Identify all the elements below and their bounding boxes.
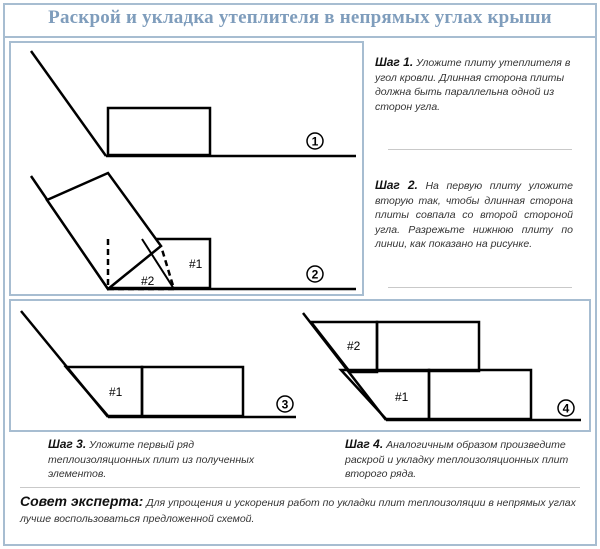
step-1-heading: Шаг 1. xyxy=(375,55,414,69)
advice-divider xyxy=(20,487,580,488)
expert-advice xyxy=(20,493,585,527)
step-number-1: 1 xyxy=(311,134,319,149)
step-4-heading: Шаг 4. xyxy=(345,437,384,451)
plate-label-1-step-3: #1 xyxy=(109,385,123,399)
step-1-description xyxy=(375,55,585,114)
step-number-badge-3 xyxy=(277,396,293,412)
step-number-badge-2 xyxy=(307,266,323,282)
row-2-full-plate xyxy=(377,322,479,371)
page-title: Раскрой и укладка утеплителя в непрямых углах крыши xyxy=(48,7,552,28)
expert-advice-heading: Совет эксперта: xyxy=(20,493,144,509)
diagram-panel-steps-1-2 xyxy=(9,41,364,296)
step-2-heading: Шаг 2. xyxy=(375,178,418,192)
diagram-step-4 xyxy=(303,313,581,420)
diagram-panel-steps-3-4 xyxy=(9,299,591,432)
diagram-steps-1-2 xyxy=(11,43,366,298)
step-3-heading: Шаг 3. xyxy=(48,437,87,451)
plate-label-2-step-4: #2 xyxy=(347,339,361,353)
step-number-2: 2 xyxy=(311,267,319,282)
plate-label-2-step-2: #2 xyxy=(141,274,155,288)
plate-1-cut-piece xyxy=(66,367,142,416)
step-divider-2 xyxy=(388,287,572,288)
step-number-badge-4 xyxy=(558,400,574,416)
diagram-steps-3-4 xyxy=(11,301,593,434)
row-2-cut-piece xyxy=(311,322,377,372)
step-4-text: Аналогичным образом произведите раскрой и укладку теплоизоляционных плит второго ряда. xyxy=(345,439,569,480)
step-3-text: Уложите первый ряд теплоизоляционных плит из полученных элементов. xyxy=(48,439,255,480)
step-3-description xyxy=(48,437,298,482)
plate-label-1-step-2: #1 xyxy=(189,257,203,271)
step-2-description xyxy=(375,178,573,252)
step-4-description xyxy=(345,437,575,482)
step-2-text: На первую плиту уложите вторую так, чтобы длинная сторона плиты совпала со второй стороной угла. Разрежьте нижнюю плиту по линии, как показано на рисунке. xyxy=(375,180,573,250)
row-1-full-plate xyxy=(429,370,531,419)
title-divider xyxy=(3,36,597,38)
plate-2-full-step-3 xyxy=(142,367,243,416)
step-number-badge-1 xyxy=(307,133,323,149)
step-1-text: Уложите плиту утеплителя в угол кровли. Длинная сторона плиты должна быть параллельна одной из сторон угла. xyxy=(375,57,571,113)
step-divider-1 xyxy=(388,149,572,150)
step-number-4: 4 xyxy=(562,401,570,416)
insulation-plate-2-step-2 xyxy=(47,173,161,289)
diagram-step-3 xyxy=(21,311,296,417)
insulation-plate-step-1 xyxy=(108,108,210,155)
roof-slope-line-1 xyxy=(31,51,106,156)
plate-label-1-step-4: #1 xyxy=(395,390,409,404)
step-number-3: 3 xyxy=(281,397,289,412)
expert-advice-text: Для упрощения и ускорения работ по укладки плит теплоизоляции в непрямых углах лучше воспользоваться предложенной схемой. xyxy=(20,497,576,525)
